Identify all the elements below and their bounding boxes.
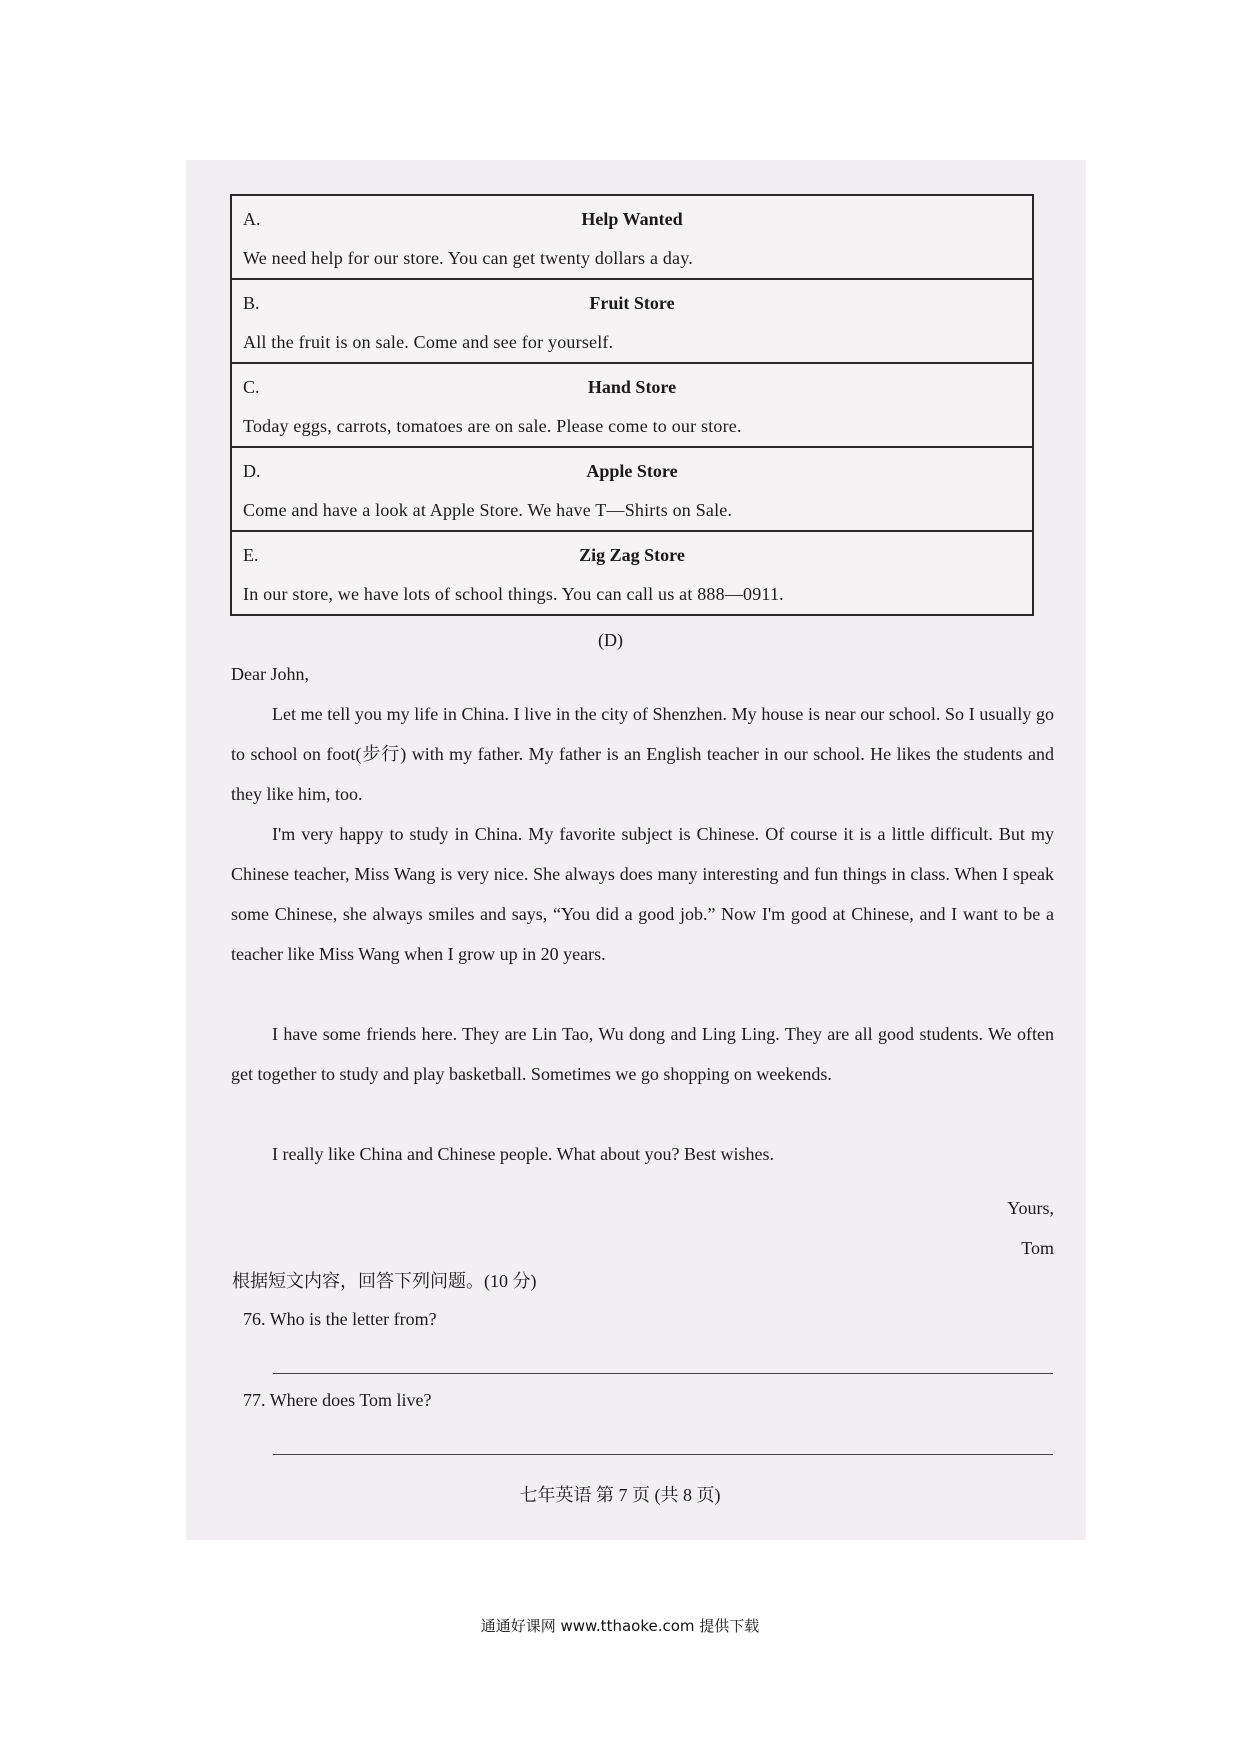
question-76 xyxy=(243,1309,437,1330)
letter-paragraph: I really like China and Chinese people. What about you? Best wishes. xyxy=(272,1144,775,1164)
question-text: Who is the letter from? xyxy=(269,1309,437,1329)
ad-letter: A. xyxy=(243,209,261,229)
letter-paragraph: I'm very happy to study in China. My favorite subject is Chinese. Of course it is a little difficult. But my Chinese teacher, Miss Wang is very nice. She always does many interesting and fun things in class. When I speak some Chinese, she always smiles and says, “You did a good job.” Now I'm good at Chinese, and I want to be a teacher like Miss Wang when I grow up in 20 years. xyxy=(231,824,1054,964)
ad-letter: C. xyxy=(243,377,260,397)
section-label: (D) xyxy=(598,630,623,650)
ad-b xyxy=(232,280,1032,364)
question-number: 76. xyxy=(243,1309,266,1329)
question-text: Where does Tom live? xyxy=(269,1390,432,1410)
ad-body: Today eggs, carrots, tomatoes are on sale. Please come to our store. xyxy=(243,416,742,436)
letter-greeting: Dear John, xyxy=(231,664,309,684)
ad-letter: D. xyxy=(243,461,261,481)
ad-title: Fruit Store xyxy=(589,293,675,313)
answer-line-76[interactable] xyxy=(273,1373,1053,1374)
ad-title: Help Wanted xyxy=(581,209,683,229)
letter-paragraph: Let me tell you my life in China. I live in the city of Shenzhen. My house is near our school. So I usually go to school on foot(步行) with my father. My father is an English teacher in our school. He likes the students and they like him, too. xyxy=(231,704,1054,804)
download-credit: 通通好课网 www.tthaoke.com 提供下载 xyxy=(480,1617,760,1635)
ad-body: Come and have a look at Apple Store. We have T—Shirts on Sale. xyxy=(243,500,733,520)
ad-letter: E. xyxy=(243,545,259,565)
ad-letter: B. xyxy=(243,293,260,313)
question-77 xyxy=(243,1390,432,1411)
advertisement-table xyxy=(230,194,1034,616)
task-prompt: 根据短文内容，回答下列问题。(10 分) xyxy=(232,1271,537,1291)
question-number: 77. xyxy=(243,1390,266,1410)
letter-paragraph: I have some friends here. They are Lin Tao, Wu dong and Ling Ling. They are all good students. We often get together to study and play basketball. Sometimes we go shopping on weekends. xyxy=(231,1024,1054,1084)
letter-signature: Tom xyxy=(1021,1238,1054,1258)
ad-body: In our store, we have lots of school things. You can call us at 888—0911. xyxy=(243,584,784,604)
ad-title: Apple Store xyxy=(586,461,678,481)
ad-title: Zig Zag Store xyxy=(579,545,685,565)
ad-a xyxy=(232,196,1032,280)
ad-d xyxy=(232,448,1032,532)
ad-e xyxy=(232,532,1032,614)
ad-c xyxy=(232,364,1032,448)
answer-line-77[interactable] xyxy=(273,1454,1053,1455)
page-footer: 七年英语 第 7 页 (共 8 页) xyxy=(519,1485,721,1505)
ad-body: All the fruit is on sale. Come and see for yourself. xyxy=(243,332,614,352)
ad-body: We need help for our store. You can get twenty dollars a day. xyxy=(243,248,693,268)
letter-closing: Yours, xyxy=(1007,1198,1054,1218)
ad-title: Hand Store xyxy=(587,377,677,397)
